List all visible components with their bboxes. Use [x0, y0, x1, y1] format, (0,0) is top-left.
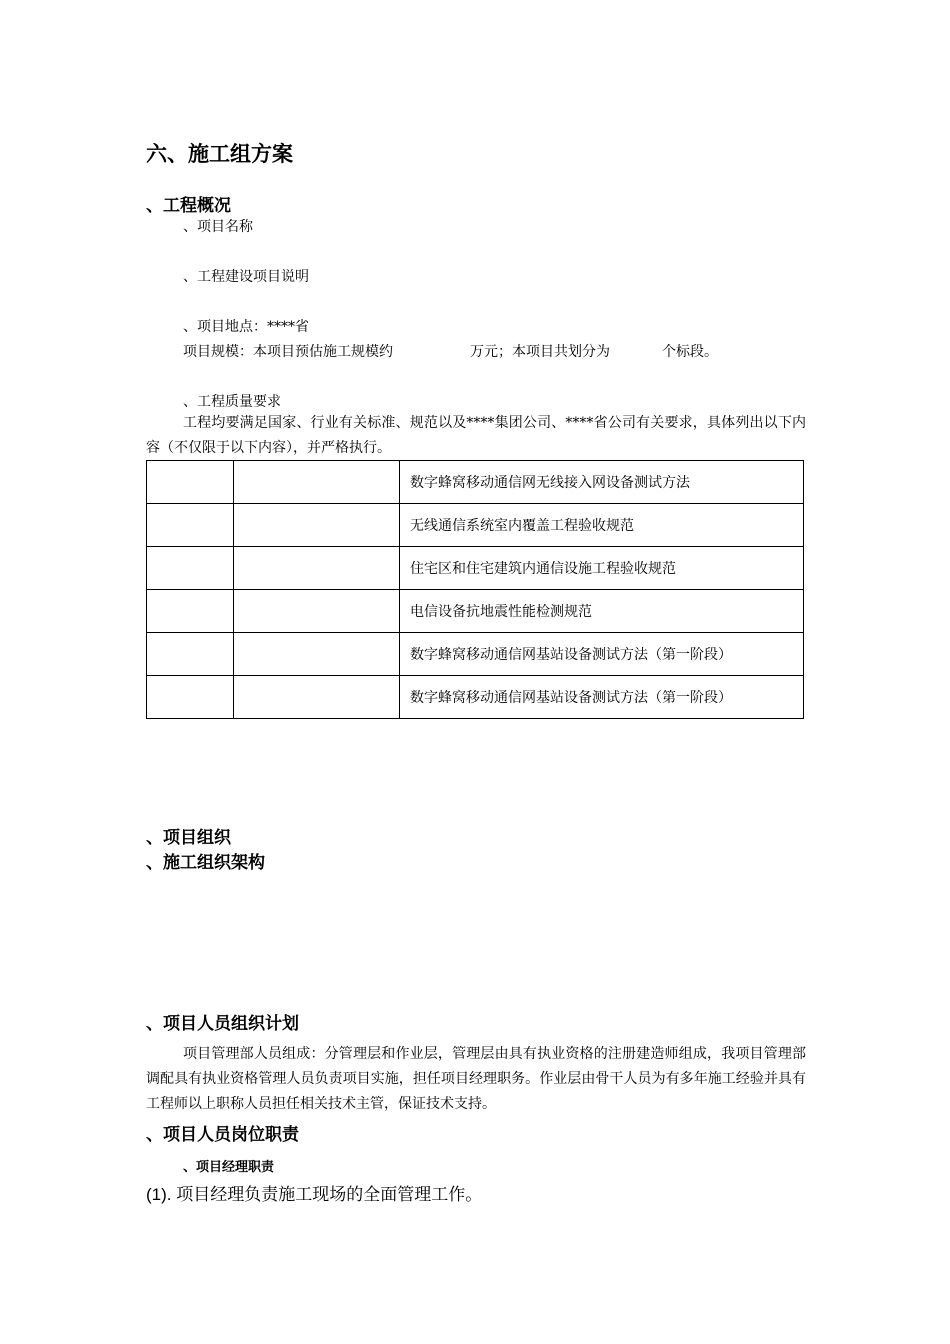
- section-heading-staff-plan: 、项目人员组织计划: [146, 1014, 299, 1034]
- table-row: [147, 633, 804, 676]
- table-cell-standard-name: 数字蜂窝移动通信网基站设备测试方法（第一阶段）: [400, 676, 804, 719]
- item-project-location: 、项目地点：****省: [183, 319, 309, 335]
- table-cell-standard-name: 无线通信系统室内覆盖工程验收规范: [400, 504, 804, 547]
- table-row: [147, 590, 804, 633]
- table-cell-col2: [234, 461, 400, 504]
- table-cell-col2: [234, 676, 400, 719]
- table-cell-col1: [147, 504, 234, 547]
- table-cell-col2: [234, 504, 400, 547]
- item-quality-requirements: 、工程质量要求: [183, 394, 281, 410]
- scale-unit: 万元；本项目共划分为: [470, 344, 610, 360]
- table-cell-col2: [234, 590, 400, 633]
- quality-paragraph: 工程均要满足国家、行业有关标准、规范以及****集团公司、****省公司有关要求，具体列出以下内容（不仅限于以下内容），并严格执行。: [146, 415, 806, 456]
- page-title: 六、施工组方案: [146, 142, 293, 166]
- table-cell-standard-name: 数字蜂窝移动通信网无线接入网设备测试方法: [400, 461, 804, 504]
- item-project-name: 、项目名称: [183, 219, 253, 235]
- section-heading-overview: 、工程概况: [146, 196, 231, 216]
- table-cell-standard-name: 电信设备抗地震性能检测规范: [400, 590, 804, 633]
- section-heading-organization: 、项目组织: [146, 828, 231, 848]
- section-heading-duties: 、项目人员岗位职责: [146, 1125, 299, 1145]
- duty-item: (1). 项目经理负责施工现场的全面管理工作。: [146, 1185, 483, 1204]
- table-cell-col1: [147, 676, 234, 719]
- table-cell-col1: [147, 461, 234, 504]
- table-cell-col2: [234, 547, 400, 590]
- table-cell-standard-name: 住宅区和住宅建筑内通信设施工程验收规范: [400, 547, 804, 590]
- table-row: [147, 676, 804, 719]
- table-row: [147, 547, 804, 590]
- table-cell-col1: [147, 590, 234, 633]
- subheading-pm-duties: 、项目经理职责: [183, 1160, 275, 1175]
- scale-label: 项目规模：本项目预估施工规模约: [183, 344, 393, 360]
- table-cell-col1: [147, 633, 234, 676]
- scale-sections: 个标段。: [662, 344, 718, 360]
- table-cell-standard-name: 数字蜂窝移动通信网基站设备测试方法（第一阶段）: [400, 633, 804, 676]
- table-row: [147, 504, 804, 547]
- item-project-description: 、工程建设项目说明: [183, 269, 309, 285]
- table-row: [147, 461, 804, 504]
- standards-table: [146, 460, 804, 719]
- table-cell-col2: [234, 633, 400, 676]
- staff-plan-paragraph: 项目管理部人员组成：分管理层和作业层，管理层由具有执业资格的注册建造师组成，我项目管理部调配具有执业资格管理人员负责项目实施，担任项目经理职务。作业层由骨干人员为有多年施工经验并具有工程师以上职称人员担任相关技术主管，保证技术支持。: [146, 1046, 806, 1112]
- section-heading-structure: 、施工组织架构: [146, 853, 265, 873]
- table-cell-col1: [147, 547, 234, 590]
